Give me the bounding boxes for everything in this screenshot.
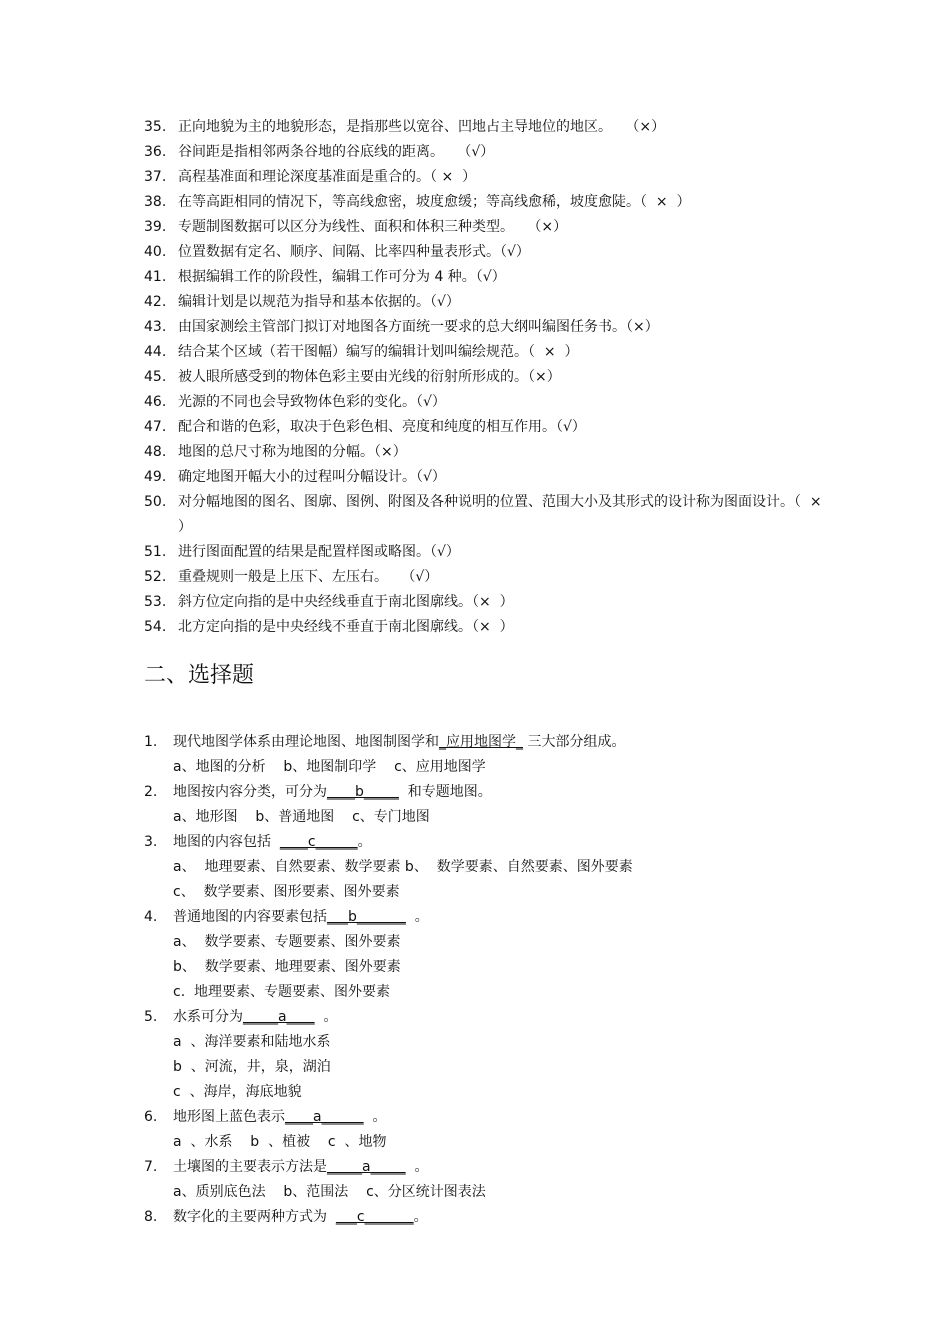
question-stem: 土壤图的主要表示方法是: [173, 1159, 327, 1175]
item-text: 光源的不同也会导致物体色彩的变化。（√）: [178, 394, 446, 410]
question-text: [173, 905, 824, 930]
judgment-item: [144, 465, 824, 490]
item-number: 50.: [144, 494, 167, 510]
item-number: 38.: [144, 194, 167, 210]
judgment-item: [144, 340, 824, 365]
item-number: 47.: [144, 419, 167, 435]
item-number: 36.: [144, 144, 167, 160]
item-text: 结合某个区域（若干图幅）编写的编辑计划叫编绘规范。（ × ）: [178, 344, 579, 360]
question-number: 5.: [144, 1009, 158, 1025]
question-tail: 。: [357, 834, 372, 850]
question-tail: 三大部分组成。: [523, 734, 626, 750]
question-number: 7.: [144, 1159, 158, 1175]
question-number: 8.: [144, 1209, 158, 1225]
item-number: 42.: [144, 294, 167, 310]
choice-question-list: [144, 730, 824, 1230]
item-text: 由国家测绘主管部门拟订对地图各方面统一要求的总大纲叫编图任务书。（×）: [178, 319, 659, 335]
answer-options: c. 地理要素、专题要素、图外要素: [173, 984, 391, 1000]
item-text: 在等高距相同的情况下，等高线愈密，坡度愈缓；等高线愈稀，坡度愈陡。（ × ）: [178, 194, 691, 210]
item-text: 对分幅地图的图名、图廓、图例、附图及各种说明的位置、范围大小及其形式的设计称为图面设计。（ × ）: [178, 494, 831, 535]
item-text: 确定地图开幅大小的过程叫分幅设计。（√）: [178, 469, 446, 485]
answer-options: c、 数学要素、图形要素、图外要素: [173, 884, 400, 900]
judgment-item: [144, 215, 824, 240]
item-text: 正向地貌为主的地貌形态，是指那些以宽谷、凹地占主导地位的地区。 （×）: [178, 119, 666, 135]
answer-options: a 、海洋要素和陆地水系: [173, 1034, 331, 1050]
judgment-item: [144, 390, 824, 415]
answer-options: a、 数学要素、专题要素、图外要素: [173, 934, 401, 950]
answer-blank: _应用地图学_: [439, 734, 523, 750]
item-number: 43.: [144, 319, 167, 335]
question-stem: 地图的内容包括: [173, 834, 280, 850]
answer-options: c 、海岸，海底地貌: [173, 1084, 302, 1100]
item-text: 位置数据有定名、顺序、间隔、比率四种量表形式。（√）: [178, 244, 530, 260]
choice-question: [144, 1105, 824, 1130]
judgment-item: [144, 240, 824, 265]
judgment-item: [144, 490, 831, 540]
item-number: 46.: [144, 394, 167, 410]
judgment-item: [144, 290, 824, 315]
item-text: 谷间距是指相邻两条谷地的谷底线的距离。 （√）: [178, 144, 495, 160]
answer-options: a、 地理要素、自然要素、数学要素 b、 数学要素、自然要素、图外要素: [173, 859, 633, 875]
answer-options: a 、水系 b 、植被 c 、地物: [173, 1134, 387, 1150]
item-text: 配合和谐的色彩，取决于色彩色相、亮度和纯度的相互作用。（√）: [178, 419, 586, 435]
question-stem: 地形图上蓝色表示: [173, 1109, 285, 1125]
question-number: 1.: [144, 734, 158, 750]
question-stem: 现代地图学体系由理论地图、地图制图学和: [173, 734, 439, 750]
item-number: 40.: [144, 244, 167, 260]
question-text: [173, 830, 824, 855]
item-text: 被人眼所感受到的物体色彩主要由光线的衍射所形成的。（×）: [178, 369, 561, 385]
judgment-item: [144, 590, 824, 615]
choice-question: [144, 1005, 824, 1030]
choice-question: [144, 1205, 824, 1230]
question-tail: 。: [405, 909, 429, 925]
answer-blank: ____a______: [285, 1109, 364, 1125]
item-number: 52.: [144, 569, 167, 585]
item-number: 37.: [144, 169, 167, 185]
judgment-item: [144, 415, 824, 440]
question-stem: 水系可分为: [173, 1009, 243, 1025]
item-number: 41.: [144, 269, 167, 285]
question-stem: 普通地图的内容要素包括: [173, 909, 327, 925]
question-tail: 。: [363, 1109, 387, 1125]
judgment-item: [144, 540, 824, 565]
judgment-item: [144, 315, 824, 340]
question-text: [173, 1155, 824, 1180]
answer-blank: ___c_______: [335, 1209, 414, 1225]
item-text: 高程基准面和理论深度基准面是重合的。（ × ）: [178, 169, 477, 185]
item-text: 编辑计划是以规范为指导和基本依据的。（√）: [178, 294, 460, 310]
question-tail: 和专题地图。: [398, 784, 492, 800]
answer-options: a、质别底色法 b、范围法 c、分区统计图表法: [173, 1184, 486, 1200]
answer-blank: ___b_______: [327, 909, 406, 925]
item-number: 53.: [144, 594, 167, 610]
item-number: 39.: [144, 219, 167, 235]
question-text: [173, 780, 824, 805]
item-number: 44.: [144, 344, 167, 360]
item-number: 45.: [144, 369, 167, 385]
choice-question: [144, 905, 824, 930]
judgment-item: [144, 440, 824, 465]
question-text: [173, 1005, 824, 1030]
judgment-item: [144, 615, 824, 640]
answer-options: a、地形图 b、普通地图 c、专门地图: [173, 809, 430, 825]
judgment-item: [144, 190, 824, 215]
choice-question: [144, 780, 824, 805]
question-number: 6.: [144, 1109, 158, 1125]
question-tail: 。: [314, 1009, 338, 1025]
item-number: 51.: [144, 544, 167, 560]
question-number: 3.: [144, 834, 158, 850]
answer-blank: ____b_____: [327, 784, 399, 800]
item-number: 48.: [144, 444, 167, 460]
item-text: 根据编辑工作的阶段性，编辑工作可分为 4 种。（√）: [178, 269, 506, 285]
judgment-item: [144, 365, 824, 390]
question-text: [173, 730, 824, 755]
item-text: 专题制图数据可以区分为线性、面积和体积三种类型。 （×）: [178, 219, 568, 235]
question-stem: 数字化的主要两种方式为: [173, 1209, 336, 1225]
question-number: 2.: [144, 784, 158, 800]
judgment-question-list: [144, 115, 831, 640]
choice-question: [144, 1155, 824, 1180]
answer-options: b、 数学要素、地理要素、图外要素: [173, 959, 401, 975]
judgment-item: [144, 265, 824, 290]
item-text: 重叠规则一般是上压下、左压右。 （√）: [178, 569, 439, 585]
item-text: 北方定向指的是中央经线不垂直于南北图廓线。（× ）: [178, 619, 514, 635]
item-text: 进行图面配置的结果是配置样图或略图。（√）: [178, 544, 460, 560]
choice-question: [144, 730, 824, 755]
question-stem: 地图按内容分类，可分为: [173, 784, 327, 800]
section-title: 二、选择题: [144, 663, 255, 688]
judgment-item: [144, 165, 824, 190]
item-number: 49.: [144, 469, 167, 485]
answer-options: a、地图的分析 b、地图制印学 c、应用地图学: [173, 759, 486, 775]
question-number: 4.: [144, 909, 158, 925]
answer-blank: ____c______: [279, 834, 358, 850]
answer-blank: _____a_____: [327, 1159, 406, 1175]
question-text: [173, 1105, 824, 1130]
item-text: 地图的总尺寸称为地图的分幅。（×）: [178, 444, 407, 460]
question-text: [173, 1205, 824, 1230]
question-tail: 。: [413, 1209, 428, 1225]
answer-blank: _____a____: [243, 1009, 315, 1025]
judgment-item: [144, 115, 824, 140]
judgment-item: [144, 565, 824, 590]
judgment-item: [144, 140, 824, 165]
answer-options: b 、河流，井，泉，湖泊: [173, 1059, 331, 1075]
choice-question: [144, 830, 824, 855]
item-number: 35.: [144, 119, 167, 135]
question-tail: 。: [405, 1159, 429, 1175]
item-number: 54.: [144, 619, 167, 635]
item-text: 斜方位定向指的是中央经线垂直于南北图廓线。（× ）: [178, 594, 514, 610]
